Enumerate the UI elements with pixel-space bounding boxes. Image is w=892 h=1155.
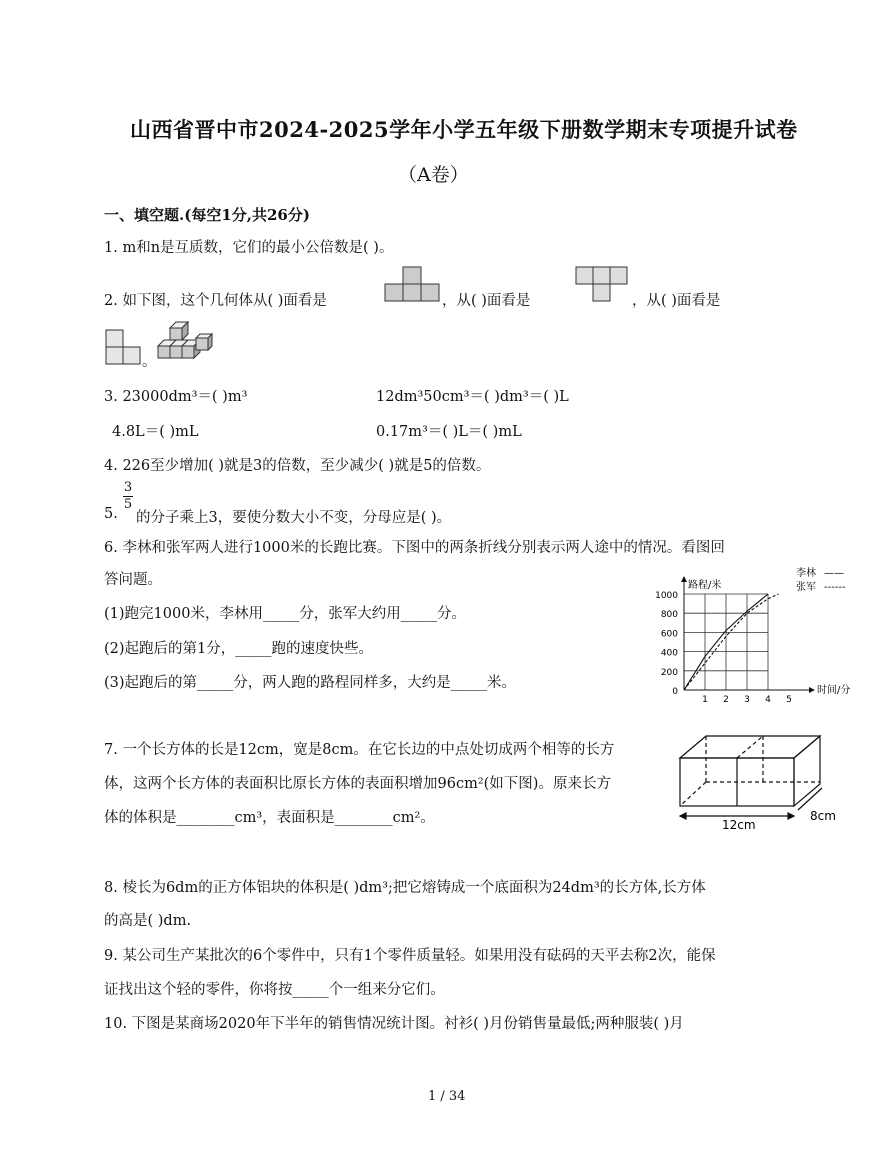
question-6-sub3: (3)起跑后的第_____分，两人跑的路程同样多，大约是_____米。 — [104, 675, 517, 691]
y-tick-label: 0 — [672, 687, 678, 697]
section-heading: 一、填空题.(每空1分,共26分) — [104, 206, 310, 224]
page-title: 山西省晋中市2024-2025学年小学五年级下册数学期末专项提升试卷 — [130, 117, 798, 142]
question-4: 4. 226至少增加( )就是3的倍数，至少减少( )就是5的倍数。 — [104, 458, 491, 474]
question-10: 10. 下图是某商场2020年下半年的销售情况统计图。衬衫( )月份销售量最低;两种服装( )月 — [104, 1016, 684, 1032]
question-3c: 4.8L＝( )mL — [112, 424, 199, 440]
question-6-sub2: (2)起跑后的第1分，_____跑的速度快些。 — [104, 641, 374, 657]
question-6-line2: 答问题。 — [104, 572, 162, 588]
y-axis-title: 路程/米 — [688, 580, 722, 591]
question-8-line1: 8. 棱长为6dm的正方体铝块的体积是( )dm³;把它熔铸成一个底面积为24dm³的长方体,长方体 — [104, 880, 706, 896]
question-7-line2: 体，这两个长方体的表面积比原长方体的表面积增加96cm²(如下图)。原来长方 — [104, 776, 611, 792]
legend-label-zhangjun: 张军 — [796, 582, 816, 593]
side-view-figure — [105, 329, 141, 365]
fraction-denominator: 5 — [123, 497, 133, 512]
top-view-figure — [575, 266, 629, 302]
distance-time-chart — [650, 562, 862, 704]
question-8-line2: 的高是( )dm. — [104, 913, 192, 929]
question-3d: 0.17m³＝( )L＝( )mL — [376, 424, 522, 440]
question-7-line1: 7. 一个长方体的长是12cm，宽是8cm。在它长边的中点处切成两个相等的长方 — [104, 742, 615, 758]
legend-label-lilin: 李林 — [796, 568, 816, 579]
y-tick-label: 800 — [660, 610, 678, 621]
question-2-part4: 。 — [142, 354, 157, 370]
x-tick-label: 1 — [702, 695, 708, 704]
page-subtitle: （A卷） — [398, 164, 469, 186]
y-tick-label: 600 — [660, 629, 678, 640]
x-tick-label: 4 — [765, 695, 771, 704]
question-2-part3: ，从( )面看是 — [632, 293, 721, 309]
cuboid-figure — [676, 728, 846, 832]
question-9-line2: 证找出这个轻的零件，你将按_____个一组来分它们。 — [104, 982, 445, 998]
width-label: 8cm — [810, 809, 836, 823]
fraction-numerator: 3 — [123, 480, 133, 495]
x-tick-label: 2 — [723, 695, 729, 704]
question-2-part1: 2. 如下图，这个几何体从( )面看是 — [104, 293, 327, 309]
question-1: 1. m和n是互质数，它们的最小公倍数是( )。 — [104, 240, 394, 256]
x-tick-label: 5 — [786, 695, 792, 704]
question-5: 的分子乘上3，要使分数大小不变，分母应是( )。 — [136, 510, 452, 526]
x-tick-label: 3 — [744, 695, 750, 704]
question-6-sub1: (1)跑完1000米，李林用_____分，张军大约用_____分。 — [104, 606, 466, 622]
question-9-line1: 9. 某公司生产某批次的6个零件中，只有1个零件质量轻。如果用没有砝码的天平去称2次，能保 — [104, 948, 716, 964]
question-2-part2: ，从( )面看是 — [442, 293, 531, 309]
question-5-number: 5. — [104, 506, 118, 522]
page-number: 1 / 34 — [428, 1089, 466, 1104]
x-axis-arrow — [809, 687, 815, 693]
series-line-张军 — [684, 594, 779, 690]
legend-swatch-dashed: ------ — [824, 582, 846, 593]
y-tick-label: 400 — [660, 648, 678, 659]
y-axis-arrow — [681, 576, 687, 582]
question-7-line3: 体的体积是________cm³，表面积是________cm²。 — [104, 810, 435, 826]
question-6-line1: 6. 李林和张军两人进行1000米的长跑比赛。下图中的两条折线分别表示两人途中的情况。看图回 — [104, 540, 725, 556]
x-axis-title: 时间/分 — [817, 685, 851, 696]
cube-solid-figure — [152, 320, 214, 364]
question-3b: 12dm³50cm³＝( )dm³＝( )L — [376, 389, 569, 405]
y-tick-label: 1000 — [655, 591, 678, 601]
legend-swatch-solid: —— — [824, 568, 844, 579]
length-label: 12cm — [722, 818, 756, 832]
y-tick-label: 200 — [660, 667, 678, 678]
front-view-figure — [384, 266, 440, 302]
fraction — [120, 480, 136, 513]
question-3a: 3. 23000dm³＝( )m³ — [104, 389, 248, 405]
